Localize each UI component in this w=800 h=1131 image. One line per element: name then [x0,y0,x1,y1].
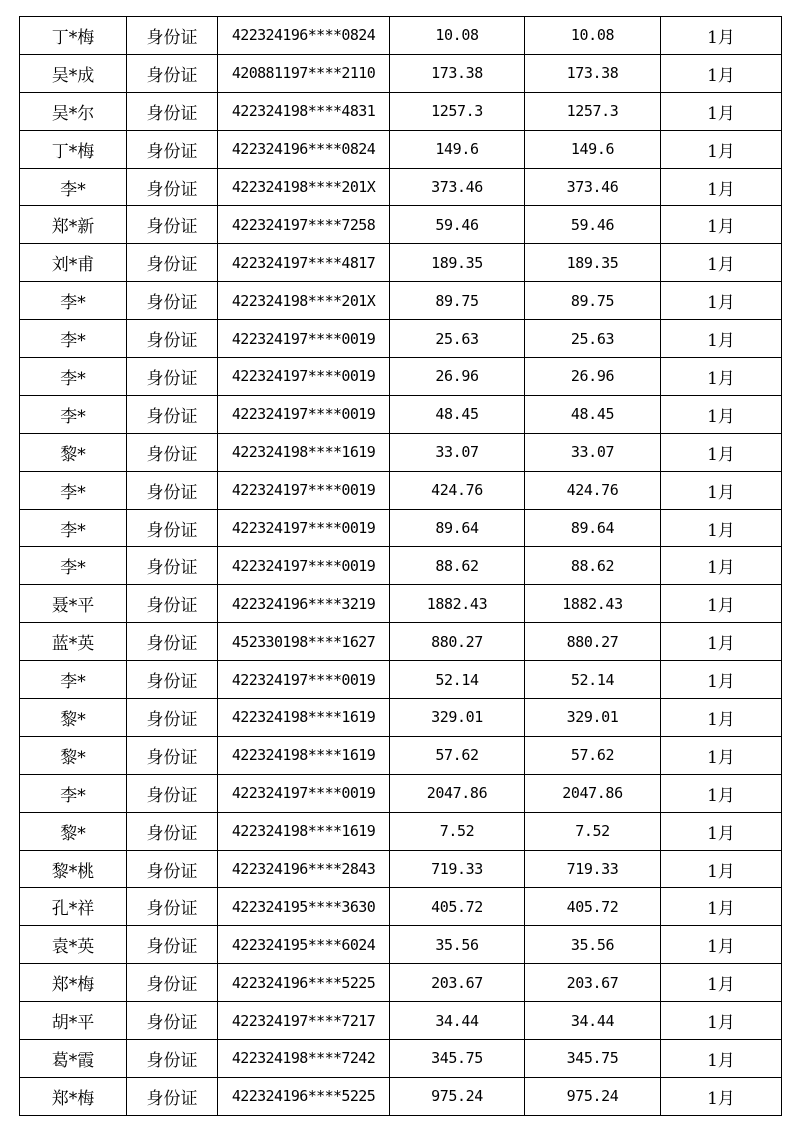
cell-amount-paid: 48.45 [525,395,661,433]
cell-amount-paid: 89.75 [525,282,661,320]
cell-amount-paid: 189.35 [525,244,661,282]
cell-id-number: 452330198****1627 [218,623,390,661]
cell-amount-paid: 59.46 [525,206,661,244]
cell-month: 1月 [661,1040,782,1078]
cell-amount: 57.62 [390,736,525,774]
cell-month: 1月 [661,358,782,396]
cell-id-number: 422324196****0824 [218,130,390,168]
table-row [20,1040,782,1078]
cell-id-type: 身份证 [127,471,218,509]
cell-id-type: 身份证 [127,509,218,547]
cell-name: 刘*甫 [20,244,127,282]
table-row [20,1002,782,1040]
cell-amount: 203.67 [390,964,525,1002]
table-row [20,736,782,774]
cell-month: 1月 [661,92,782,130]
cell-name: 李* [20,547,127,585]
cell-name: 李* [20,471,127,509]
table-row [20,471,782,509]
cell-amount: 35.56 [390,926,525,964]
cell-name: 吴*尔 [20,92,127,130]
cell-amount-paid: 7.52 [525,812,661,850]
cell-name: 黎* [20,433,127,471]
cell-amount: 373.46 [390,168,525,206]
cell-amount-paid: 203.67 [525,964,661,1002]
cell-amount-paid: 88.62 [525,547,661,585]
cell-name: 胡*平 [20,1002,127,1040]
cell-amount-paid: 424.76 [525,471,661,509]
cell-id-type: 身份证 [127,395,218,433]
cell-id-number: 422324196****5225 [218,1077,390,1115]
cell-amount-paid: 2047.86 [525,774,661,812]
cell-amount-paid: 25.63 [525,320,661,358]
cell-id-type: 身份证 [127,244,218,282]
cell-month: 1月 [661,585,782,623]
cell-month: 1月 [661,395,782,433]
cell-name: 李* [20,395,127,433]
cell-name: 聂*平 [20,585,127,623]
table-row [20,661,782,699]
cell-amount-paid: 405.72 [525,888,661,926]
cell-amount: 173.38 [390,54,525,92]
cell-id-number: 422324197****0019 [218,661,390,699]
cell-id-type: 身份证 [127,433,218,471]
cell-name: 李* [20,661,127,699]
cell-month: 1月 [661,509,782,547]
cell-id-number: 422324196****0824 [218,17,390,55]
cell-id-type: 身份证 [127,92,218,130]
cell-amount: 52.14 [390,661,525,699]
cell-month: 1月 [661,282,782,320]
table-row [20,206,782,244]
cell-id-type: 身份证 [127,926,218,964]
cell-id-number: 422324196****2843 [218,850,390,888]
cell-amount: 1882.43 [390,585,525,623]
cell-id-number: 422324198****4831 [218,92,390,130]
cell-name: 李* [20,774,127,812]
cell-id-number: 422324198****201X [218,168,390,206]
cell-month: 1月 [661,661,782,699]
cell-name: 丁*梅 [20,17,127,55]
cell-amount-paid: 1882.43 [525,585,661,623]
cell-amount: 88.62 [390,547,525,585]
cell-name: 郑*梅 [20,1077,127,1115]
cell-month: 1月 [661,736,782,774]
cell-name: 孔*祥 [20,888,127,926]
cell-amount: 1257.3 [390,92,525,130]
cell-amount: 975.24 [390,1077,525,1115]
cell-id-number: 422324198****1619 [218,699,390,737]
cell-name: 李* [20,168,127,206]
table-row [20,244,782,282]
cell-id-type: 身份证 [127,1002,218,1040]
cell-id-type: 身份证 [127,320,218,358]
cell-id-number: 422324198****201X [218,282,390,320]
cell-name: 丁*梅 [20,130,127,168]
table-row [20,623,782,661]
cell-month: 1月 [661,471,782,509]
cell-id-number: 422324195****3630 [218,888,390,926]
cell-id-type: 身份证 [127,1077,218,1115]
cell-id-type: 身份证 [127,54,218,92]
cell-id-type: 身份证 [127,964,218,1002]
cell-amount: 329.01 [390,699,525,737]
cell-amount-paid: 10.08 [525,17,661,55]
table-row [20,926,782,964]
cell-amount-paid: 329.01 [525,699,661,737]
cell-name: 李* [20,282,127,320]
table-row [20,509,782,547]
cell-name: 黎* [20,736,127,774]
cell-amount-paid: 373.46 [525,168,661,206]
cell-name: 葛*霞 [20,1040,127,1078]
table-row [20,888,782,926]
cell-id-number: 422324197****0019 [218,774,390,812]
cell-id-type: 身份证 [127,547,218,585]
cell-amount-paid: 52.14 [525,661,661,699]
cell-name: 蓝*英 [20,623,127,661]
table-row [20,964,782,1002]
cell-amount-paid: 1257.3 [525,92,661,130]
cell-month: 1月 [661,1077,782,1115]
cell-name: 李* [20,509,127,547]
cell-id-number: 420881197****2110 [218,54,390,92]
cell-month: 1月 [661,699,782,737]
cell-amount-paid: 35.56 [525,926,661,964]
cell-id-type: 身份证 [127,699,218,737]
cell-amount: 89.75 [390,282,525,320]
cell-amount: 189.35 [390,244,525,282]
cell-amount-paid: 33.07 [525,433,661,471]
table-row [20,358,782,396]
cell-amount: 7.52 [390,812,525,850]
cell-amount: 25.63 [390,320,525,358]
cell-id-type: 身份证 [127,812,218,850]
cell-name: 黎* [20,812,127,850]
cell-id-number: 422324198****7242 [218,1040,390,1078]
cell-amount: 10.08 [390,17,525,55]
cell-amount: 2047.86 [390,774,525,812]
table-row [20,92,782,130]
cell-id-number: 422324198****1619 [218,812,390,850]
cell-amount: 149.6 [390,130,525,168]
cell-name: 李* [20,358,127,396]
table-row [20,547,782,585]
cell-amount: 345.75 [390,1040,525,1078]
table-row [20,774,782,812]
table-row [20,282,782,320]
cell-amount-paid: 149.6 [525,130,661,168]
cell-id-number: 422324197****7258 [218,206,390,244]
cell-id-number: 422324197****0019 [218,547,390,585]
cell-month: 1月 [661,54,782,92]
cell-id-number: 422324195****6024 [218,926,390,964]
cell-id-number: 422324196****3219 [218,585,390,623]
cell-id-type: 身份证 [127,1040,218,1078]
cell-name: 李* [20,320,127,358]
cell-id-number: 422324197****0019 [218,509,390,547]
cell-id-number: 422324197****0019 [218,358,390,396]
cell-id-type: 身份证 [127,206,218,244]
cell-id-number: 422324197****7217 [218,1002,390,1040]
cell-id-number: 422324198****1619 [218,433,390,471]
cell-name: 郑*新 [20,206,127,244]
table-row [20,850,782,888]
cell-amount: 89.64 [390,509,525,547]
cell-name: 袁*英 [20,926,127,964]
cell-amount-paid: 345.75 [525,1040,661,1078]
cell-amount: 424.76 [390,471,525,509]
cell-month: 1月 [661,964,782,1002]
cell-amount-paid: 880.27 [525,623,661,661]
cell-month: 1月 [661,774,782,812]
table-row [20,1077,782,1115]
cell-id-number: 422324198****1619 [218,736,390,774]
table-row [20,17,782,55]
cell-id-type: 身份证 [127,358,218,396]
cell-id-number: 422324197****0019 [218,471,390,509]
cell-id-type: 身份证 [127,168,218,206]
cell-month: 1月 [661,926,782,964]
cell-month: 1月 [661,547,782,585]
cell-id-type: 身份证 [127,661,218,699]
cell-name: 黎*桃 [20,850,127,888]
cell-id-type: 身份证 [127,736,218,774]
table-row [20,168,782,206]
cell-id-type: 身份证 [127,623,218,661]
cell-amount-paid: 26.96 [525,358,661,396]
table-body [20,17,782,1116]
cell-name: 黎* [20,699,127,737]
cell-id-type: 身份证 [127,774,218,812]
table-row [20,54,782,92]
cell-month: 1月 [661,206,782,244]
cell-month: 1月 [661,812,782,850]
cell-id-type: 身份证 [127,17,218,55]
cell-amount-paid: 34.44 [525,1002,661,1040]
cell-id-number: 422324197****0019 [218,395,390,433]
cell-month: 1月 [661,168,782,206]
cell-amount: 719.33 [390,850,525,888]
cell-name: 吴*成 [20,54,127,92]
cell-month: 1月 [661,1002,782,1040]
cell-amount-paid: 89.64 [525,509,661,547]
cell-id-number: 422324197****4817 [218,244,390,282]
cell-amount-paid: 57.62 [525,736,661,774]
cell-month: 1月 [661,320,782,358]
table-row [20,812,782,850]
cell-month: 1月 [661,433,782,471]
table-row [20,699,782,737]
cell-id-type: 身份证 [127,585,218,623]
cell-amount: 48.45 [390,395,525,433]
subsidy-table [19,16,782,1116]
cell-amount: 34.44 [390,1002,525,1040]
cell-month: 1月 [661,623,782,661]
cell-month: 1月 [661,244,782,282]
cell-id-number: 422324197****0019 [218,320,390,358]
table-row [20,320,782,358]
cell-amount: 880.27 [390,623,525,661]
table-row [20,433,782,471]
cell-id-type: 身份证 [127,130,218,168]
cell-id-type: 身份证 [127,888,218,926]
cell-amount-paid: 719.33 [525,850,661,888]
table-row [20,130,782,168]
cell-amount: 26.96 [390,358,525,396]
cell-month: 1月 [661,130,782,168]
table-row [20,395,782,433]
cell-id-type: 身份证 [127,850,218,888]
cell-id-type: 身份证 [127,282,218,320]
cell-amount-paid: 975.24 [525,1077,661,1115]
cell-month: 1月 [661,888,782,926]
cell-amount-paid: 173.38 [525,54,661,92]
cell-amount: 405.72 [390,888,525,926]
cell-id-number: 422324196****5225 [218,964,390,1002]
cell-name: 郑*梅 [20,964,127,1002]
cell-month: 1月 [661,17,782,55]
cell-amount: 33.07 [390,433,525,471]
cell-month: 1月 [661,850,782,888]
table-row [20,585,782,623]
cell-amount: 59.46 [390,206,525,244]
